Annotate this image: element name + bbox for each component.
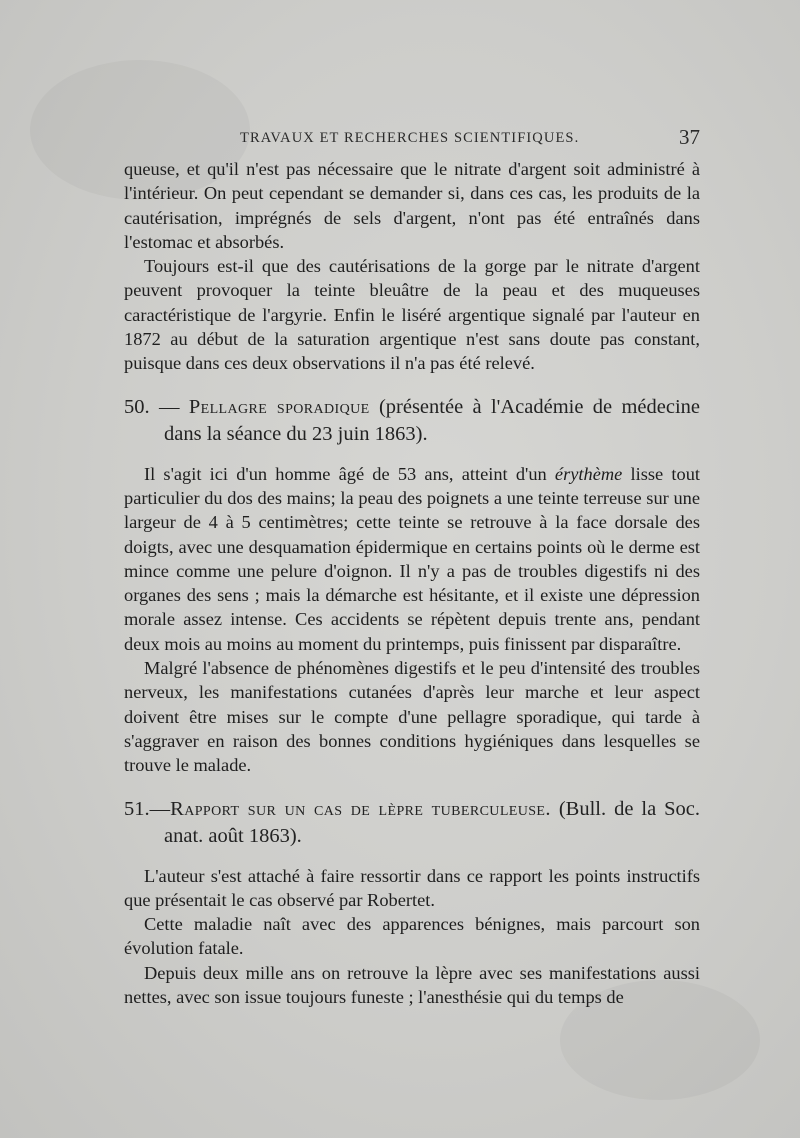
running-title: TRAVAUX ET RECHERCHES SCIENTIFIQUES. xyxy=(240,130,580,146)
entry-51-heading xyxy=(124,796,700,850)
entry-51-title: Rapport sur un cas de lèpre tuberculeuse. xyxy=(170,797,551,820)
italic-term: érythème xyxy=(554,463,623,484)
text-run: Il s'agit ici d'un homme âgé de 53 ans, atteint d'un xyxy=(144,463,547,484)
paragraph-lepre-evolution: Cette maladie naît avec des apparences bénignes, mais parcourt son évolution fatale. xyxy=(124,914,700,959)
paragraph-lepre-history: Depuis deux mille ans on retrouve la lèpre avec ses manifestations aussi nettes, avec son issue toujours funeste ; l'anesthésie qui du temps de xyxy=(124,962,700,1008)
entry-50-details: (présentée à l'Académie de médecine dans la séance du 23 juin 1863). xyxy=(164,395,701,445)
paragraph-pellagre-conclusion: Malgré l'absence de phénomènes digestifs et le peu d'intensité des troubles nerveux, les manifestations cutanées d'après leur marche et leur aspect doivent être mises sur le compte d'une pellagre sporadique, qui tarde à s'aggraver en raison des bonnes conditions hygiéniques dans lesquelles se trouve le malade. xyxy=(124,658,700,776)
entry-51-number: 51.— xyxy=(124,797,171,820)
entry-50-heading xyxy=(124,394,700,448)
paragraph-lepre-report: L'auteur s'est attaché à faire ressortir dans ce rapport les points instructifs que présentait le cas observé par Robertet. xyxy=(124,865,700,910)
running-head xyxy=(240,125,700,152)
text-run: lisse tout particulier du dos des mains; la peau des poignets a une teinte terreuse sur une largeur de 4 à 5 centimètres; cette teinte se retrouve à la face dorsale des doigts, avec une desquamation épidermique en certains points où le derme est mince comme une pelure d'oignon. Il n'y a pas de troubles digestifs ni des organes des sens ; mais la démarche est hésitante, et il existe une dépression morale assez intense. Ces accidents se répètent depuis trente ans, pendant deux mois au moins au moment du printemps, puis finissent par disparaître. xyxy=(124,463,700,654)
paragraph-continuation: queuse, et qu'il n'est pas nécessaire que le nitrate d'argent soit administré à l'intérieur. On peut cependant se demander si, dans ces cas, les produits de la cautérisation, imprégnés de sels d'argent, n'ont pas été entraînés dans l'estomac et absorbés. xyxy=(124,159,700,252)
body-text xyxy=(124,157,700,1009)
entry-50-title: Pellagre sporadique xyxy=(188,395,370,418)
paragraph-pellagre-description xyxy=(124,462,700,656)
paragraph-argyrie: Toujours est-il que des cautérisations de la gorge par le nitrate d'argent peuvent provoquer la teinte bleuâtre de la peau et des muqueuses caractéristique de l'argyrie. Enfin le liséré argentique signalé par l'auteur en 1872 au début de la saturation argentique n'est sans doute pas constant, puisque dans ces deux observations il n'a pas été relevé. xyxy=(124,256,700,374)
page-number: 37 xyxy=(679,125,700,149)
entry-50-number: 50. — xyxy=(124,395,180,418)
entry-51-details: (Bull. de la Soc. anat. août 1863). xyxy=(164,797,700,847)
